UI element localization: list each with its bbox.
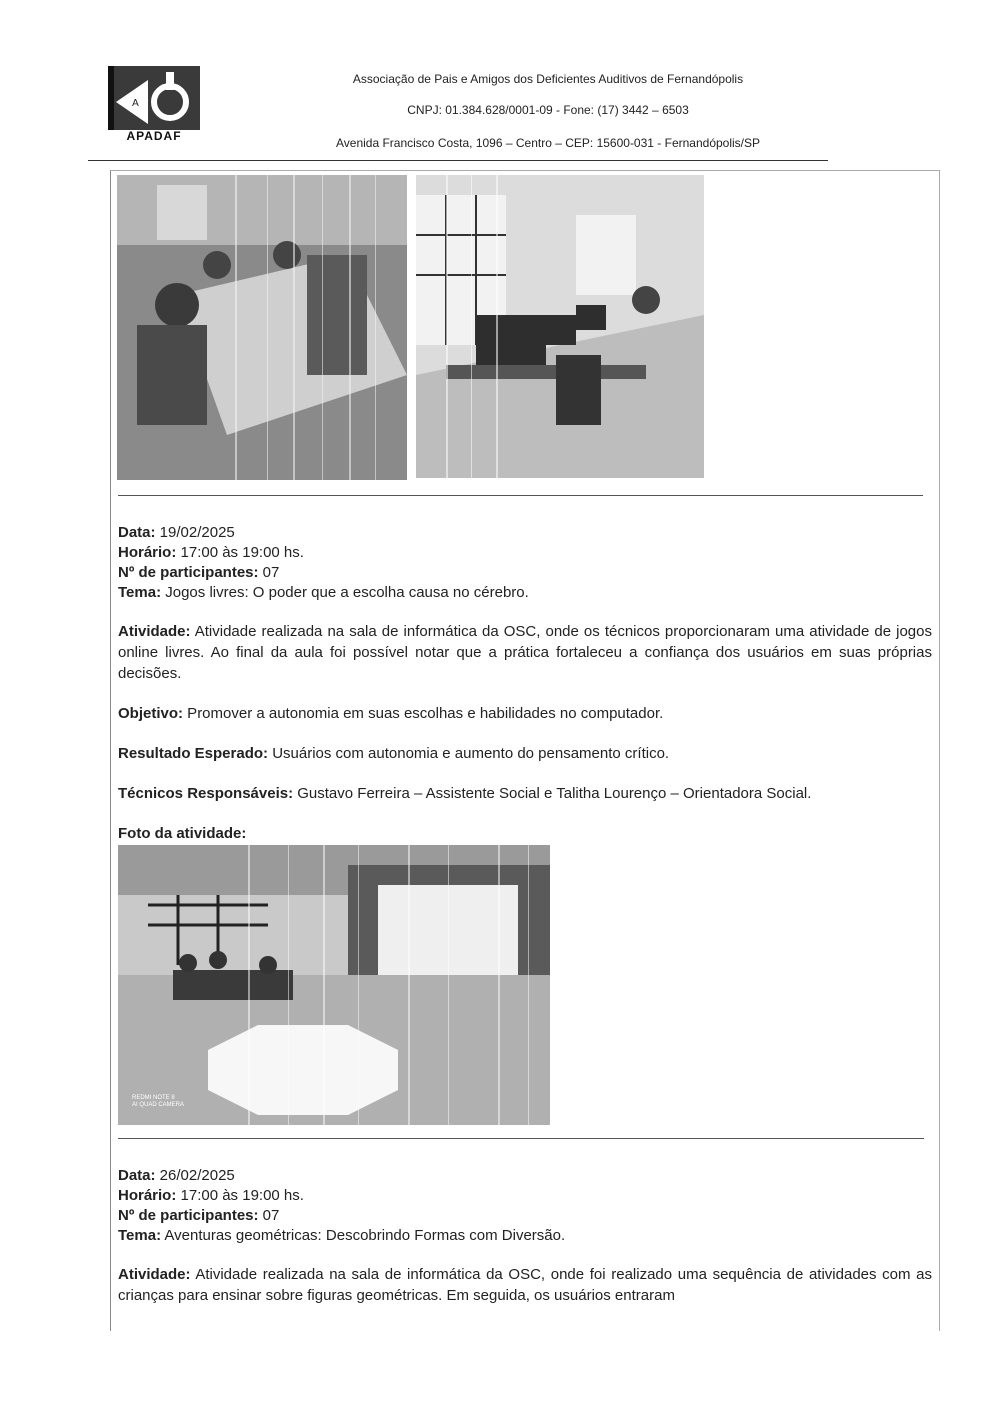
activity-paragraph: Atividade: Atividade realizada na sala de informática da OSC, onde os técnicos proporcionaram uma atividade de jogos online livres. Ao final da aula foi possível notar que a prática fortaleceu a confiança dos usuários em suas próprias decisões. [118,623,932,682]
participants-line: Nº de participantes: 07 [118,564,280,581]
header-divider [88,160,828,161]
svg-text:A: A [132,98,139,109]
activity-paragraph-2: Atividade: Atividade realizada na sala de informática da OSC, onde foi realizado uma sequência de atividades com as crianças para ensinar sobre figuras geométricas. Em seguida, os usuários entraram [118,1266,932,1304]
date-line-2: Data: 26/02/2025 [118,1167,235,1184]
activity-photo-2 [416,175,704,478]
activity-photo-1 [117,175,407,480]
activity-photo-3 [118,845,550,1125]
address: Avenida Francisco Costa, 1096 – Centro – CEP: 15600-031 - Fernandópolis/SP [335,136,761,150]
cnpj-phone: CNPJ: 01.384.628/0001-09 - Fone: (17) 3442 – 6503 [407,103,689,117]
participants-line-2: Nº de participantes: 07 [118,1207,280,1224]
date-line: Data: 19/02/2025 [118,524,235,541]
theme-line-2: Tema: Aventuras geométricas: Descobrindo Formas com Diversão. [118,1227,566,1244]
theme-line: Tema: Jogos livres: O poder que a escolha causa no cérebro. [118,584,529,601]
camera-watermark: REDMI NOTE 8 AI QUAD CAMERA [132,1095,185,1108]
technicians-line: Técnicos Responsáveis: Gustavo Ferreira – Assistente Social e Talitha Lourenço – Orientadora Social. [118,785,812,802]
objective-line: Objetivo: Promover a autonomia em suas escolhas e habilidades no computador. [118,705,664,722]
logo-text: APADAF [126,129,182,143]
time-line: Horário: 17:00 às 19:00 hs. [118,544,304,561]
ear-logo-icon [108,66,200,130]
expected-result-line: Resultado Esperado: Usuários com autonomia e aumento do pensamento crítico. [118,745,670,762]
photo-heading: Foto da atividade: [118,825,247,842]
time-line-2: Horário: 17:00 às 19:00 hs. [118,1187,304,1204]
org-name: Associação de Pais e Amigos dos Deficientes Auditivos de Fernandópolis [352,72,744,86]
section-divider-2 [118,1138,924,1139]
section-divider [118,495,923,496]
